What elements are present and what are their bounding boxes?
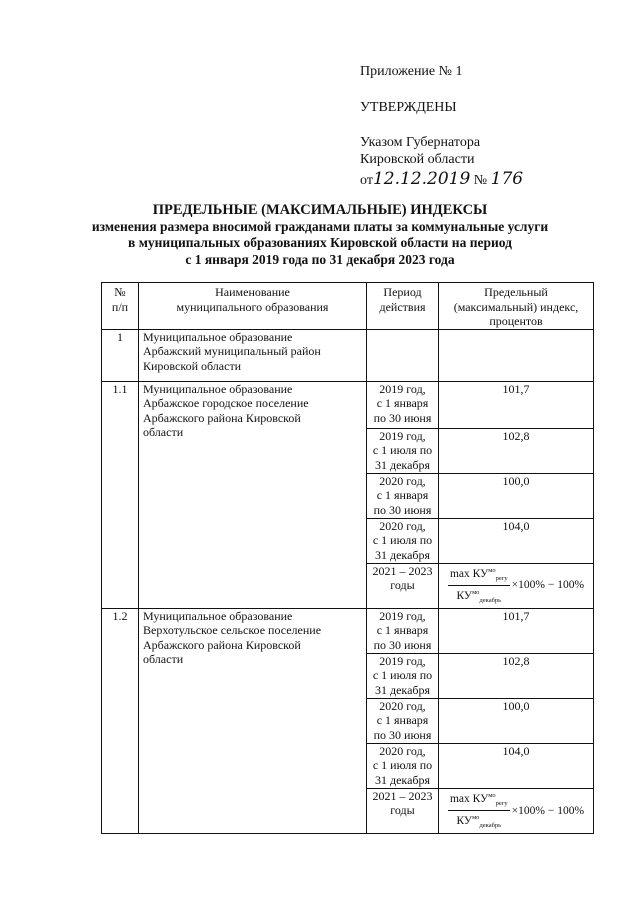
formula-fraction: [448, 564, 510, 608]
index-value: 104,0: [439, 743, 594, 788]
header-index: Предельный (максимальный) индекс, процентов: [439, 283, 594, 330]
handwritten-number: 176: [490, 169, 524, 189]
period-cell: 2021 – 2023 годы: [367, 788, 439, 833]
period-cell: 2020 год, с 1 июля по 31 декабря: [367, 743, 439, 788]
municipality-name: Муниципальное образование Верхотульское сельское поселение Арбажского района Кировской области: [139, 608, 367, 833]
document-title: [0, 202, 640, 268]
period-cell: 2020 год, с 1 июля по 31 декабря: [367, 518, 439, 563]
index-value: 100,0: [439, 698, 594, 743]
index-value: 102,8: [439, 428, 594, 473]
index-cell-empty: [439, 329, 594, 381]
row-number: 1: [102, 329, 139, 381]
approved-label: УТВЕРЖДЕНЫ: [360, 100, 457, 115]
table-row: [102, 608, 594, 653]
index-formula: [439, 563, 594, 608]
decree-line-1: Указом Губернатора: [360, 135, 481, 150]
formula: [439, 564, 593, 608]
formula-tail: ×100% − 100%: [511, 579, 585, 592]
title-line-1: ПРЕДЕЛЬНЫЕ (МАКСИМАЛЬНЫЕ) ИНДЕКСЫ: [152, 202, 488, 218]
date-prefix: от: [360, 173, 373, 188]
decree-date-line: [360, 169, 523, 189]
handwritten-date: 12.12.2019: [372, 169, 471, 189]
decree-line-2: Кировской области: [360, 152, 475, 167]
formula-denominator: $КУ^{мо}_{декабрь}$: [456, 588, 502, 604]
index-value: 104,0: [439, 518, 594, 563]
municipality-name: Муниципальное образование Арбажский муниципальный район Кировской области: [139, 329, 367, 381]
title-line-3: в муниципальных образованиях Кировской области на период: [128, 235, 512, 250]
municipality-name: Муниципальное образование Арбажское городское поселение Арбажского района Кировской области: [139, 381, 367, 608]
period-cell-empty: [367, 329, 439, 381]
title-line-2: изменения размера вносимой гражданами платы за коммунальные услуги: [91, 218, 549, 234]
period-cell: 2019 год, с 1 июля по 31 декабря: [367, 428, 439, 473]
period-cell: 2020 год, с 1 января по 30 июня: [367, 698, 439, 743]
period-cell: 2021 – 2023 годы: [367, 563, 439, 608]
index-value: 101,7: [439, 381, 594, 428]
period-cell: 2019 год, с 1 июля по 31 декабря: [367, 653, 439, 698]
formula-numerator: $\max КУ^{мо}_{регу}$: [448, 564, 510, 586]
formula-denominator: $КУ^{мо}_{декабрь}$: [456, 813, 502, 829]
table-row: [102, 329, 594, 381]
period-cell: 2019 год, с 1 января по 30 июня: [367, 608, 439, 653]
formula-numerator: $\max КУ^{мо}_{регу}$: [448, 789, 510, 811]
formula-tail: ×100% − 100%: [511, 804, 585, 817]
table-row: [102, 381, 594, 428]
number-prefix: №: [473, 173, 488, 188]
period-cell: 2019 год, с 1 января по 30 июня: [367, 381, 439, 428]
header-num: № п/п: [102, 283, 139, 330]
index-value: 100,0: [439, 473, 594, 518]
period-cell: 2020 год, с 1 января по 30 июня: [367, 473, 439, 518]
index-value: 101,7: [439, 608, 594, 653]
appendix-label: Приложение № 1: [360, 64, 463, 79]
index-formula: [439, 788, 594, 833]
row-number: 1.1: [102, 381, 139, 608]
index-value: 102,8: [439, 653, 594, 698]
title-line-4: с 1 января 2019 года по 31 декабря 2023 года: [185, 251, 455, 267]
indexes-table: [101, 282, 594, 834]
row-number: 1.2: [102, 608, 139, 833]
header-name: Наименование муниципального образования: [139, 283, 367, 330]
formula: [439, 789, 593, 833]
formula-fraction: [448, 789, 510, 833]
header-period: Период действия: [367, 283, 439, 330]
table-header-row: [102, 283, 594, 330]
